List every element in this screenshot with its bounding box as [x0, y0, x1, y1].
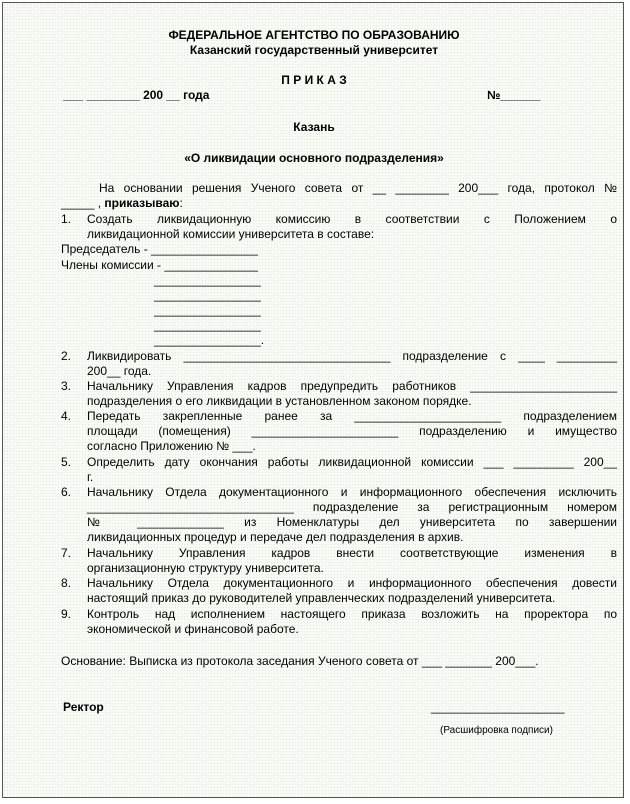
item-1-line-1: Создать ликвидационную комиссию в соответствии с Положением о — [87, 212, 617, 226]
number-line: №______ — [487, 88, 541, 102]
item-1-number: 1. — [61, 212, 72, 226]
item-1-line-2: ликвидационной комиссии университета в составе: — [87, 227, 375, 241]
item-6-line-1: Начальнику Отдела документационного и информационного обеспечения исключить — [87, 485, 617, 499]
item-3-line-1: Начальнику Управления кадров предупредить работников ______________________ — [87, 379, 617, 393]
item-5-number: 5. — [61, 455, 72, 469]
commission-member-blank: ________________ — [154, 288, 261, 302]
item-6-line-2: _______________________________ подразделение за регистрационным номером — [87, 500, 617, 514]
university-name: Казанский государственный университет — [189, 43, 439, 57]
item-6-line-3: № _____________ из Номенклатуры дел университета по завершении — [87, 515, 617, 529]
commission-member-blank: ________________. — [154, 333, 265, 347]
agency-name: ФЕДЕРАЛЬНОЕ АГЕНТСТВО ПО ОБРАЗОВАНИЮ — [168, 28, 460, 42]
item-3-number: 3. — [61, 379, 72, 393]
item-9-line-2: экономической и финансовой работе. — [87, 622, 299, 636]
item-5-line-1: Определить дату окончания работы ликвидационной комиссии ___ _________ 200__ — [87, 455, 617, 469]
item-8-number: 8. — [61, 576, 72, 590]
basis-line: Основание: Выписка из протокола заседания Ученого совета от ___ _______ 200___. — [61, 654, 539, 668]
order-title: «О ликвидации основного подразделения» — [184, 151, 444, 165]
commission-member-blank: ________________ — [154, 303, 261, 317]
item-4-line-1: Передать закрепленные ранее за ______________________ подразделением — [87, 409, 617, 423]
commission-member-blank: ________________ — [154, 318, 261, 332]
item-4-number: 4. — [61, 409, 72, 423]
item-2-line-2: 200__ года. — [87, 364, 152, 378]
commission-members-label: Члены комиссии - ______________ — [61, 258, 258, 272]
item-6-line-4: ликвидационных процедур и передаче дел подразделения в архив. — [87, 530, 464, 544]
item-9-line-1: Контроль над исполнением настоящего приказа возложить на проректора по — [87, 607, 617, 621]
city: Казань — [293, 120, 335, 134]
signature-decoding: (Расшифровка подписи) — [440, 725, 553, 736]
intro-line-2: _____ , приказываю: — [61, 196, 183, 210]
item-7-line-1: Начальнику Управления кадров внести соответствующие изменения в — [87, 546, 617, 560]
item-3-line-2: подразделения о его ликвидации в установленном законом порядке. — [87, 394, 472, 408]
item-7-line-2: организационную структуру университета. — [87, 561, 324, 575]
signature-line: ____________________ — [431, 700, 565, 714]
item-2-line-1: Ликвидировать _______________________________ подразделение с ____ _________ — [87, 349, 617, 363]
document-page — [2, 2, 624, 798]
date-line: ___ ________ 200 __ года — [63, 88, 210, 102]
item-8-line-2: настоящий приказ до руководителей управленческих подразделений университета. — [87, 591, 556, 605]
intro-line-1: На основании решения Ученого совета от __ ________ 200___ года, протокол № — [99, 181, 617, 195]
item-7-number: 7. — [61, 546, 72, 560]
commission-chair: Председатель - ________________ — [61, 242, 258, 256]
doc-type: П Р И К А З — [281, 73, 347, 87]
item-2-number: 2. — [61, 349, 72, 363]
item-8-line-1: Начальнику Отдела документационного и информационного обеспечения довести — [87, 576, 617, 590]
rector-label: Ректор — [63, 700, 104, 714]
item-4-line-3: согласно Приложению № ___. — [87, 439, 256, 453]
item-5-line-2: г. — [87, 470, 94, 484]
item-4-line-2: площади (помещения) ______________________ подразделению и имущество — [87, 424, 617, 438]
commission-member-blank: ________________ — [154, 273, 261, 287]
item-6-number: 6. — [61, 485, 72, 499]
item-9-number: 9. — [61, 607, 72, 621]
